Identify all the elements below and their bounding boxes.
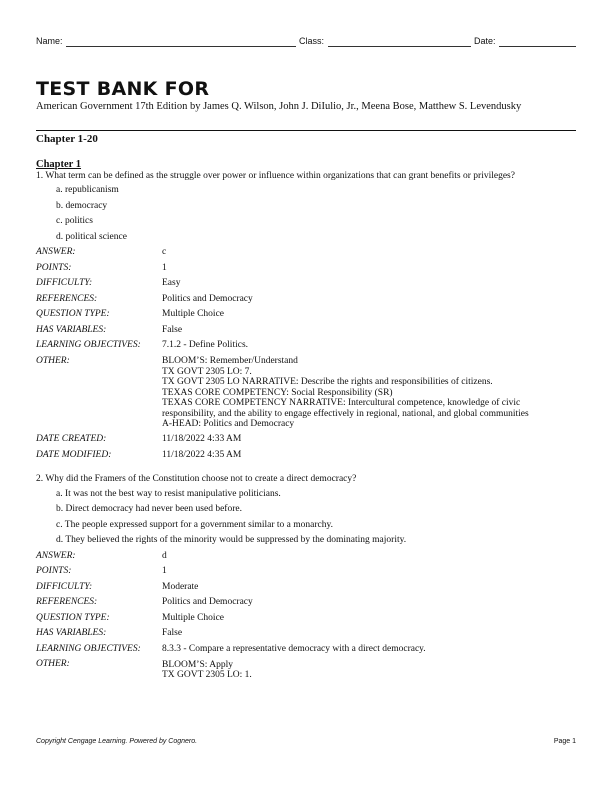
option-a: a. republicanism bbox=[56, 185, 119, 195]
footer-page-number: Page 1 bbox=[553, 738, 576, 745]
references-value: Politics and Democracy bbox=[162, 293, 253, 304]
has-variables-label: HAS VARIABLES: bbox=[36, 628, 107, 638]
title-divider bbox=[36, 130, 576, 131]
points-value: 1 bbox=[162, 566, 167, 576]
learning-objectives-value: 7.1.2 - Define Politics. bbox=[162, 340, 249, 350]
has-variables-label: HAS VARIABLES: bbox=[36, 324, 107, 335]
other-line: TX GOVT 2305 LO: 1. bbox=[162, 670, 252, 680]
chapter-range: Chapter 1-20 bbox=[36, 133, 98, 145]
question-metadata bbox=[36, 549, 576, 681]
references-label: REFERENCES: bbox=[36, 597, 98, 607]
question-type-value: Multiple Choice bbox=[162, 309, 225, 319]
has-variables-value: False bbox=[162, 628, 183, 638]
question-text: 1. What term can be defined as the struggle over power or influence within organizations that can grant benefits or privileges? bbox=[36, 170, 515, 181]
points-label: POINTS: bbox=[36, 566, 72, 576]
other-line: TEXAS CORE COMPETENCY NARRATIVE: Intercultural competence, knowledge of civic responsibility, and the ability to engage effectively in regional, national, and global communities bbox=[162, 398, 529, 419]
class-blank-line bbox=[328, 46, 471, 47]
date-modified-value: 11/18/2022 4:35 AM bbox=[162, 449, 242, 460]
date-created-value: 11/18/2022 4:33 AM bbox=[162, 434, 242, 444]
other-line: TX GOVT 2305 LO: 7. bbox=[162, 366, 252, 377]
has-variables-value: False bbox=[162, 324, 183, 335]
student-info-header bbox=[36, 34, 576, 50]
difficulty-value: Moderate bbox=[162, 581, 199, 592]
question-type-label: QUESTION TYPE: bbox=[36, 612, 110, 623]
question-type-value: Multiple Choice bbox=[162, 612, 225, 623]
points-label: POINTS: bbox=[36, 262, 72, 273]
learning-objectives-label: LEARNING OBJECTIVES: bbox=[36, 643, 141, 654]
other-line: BLOOM’S: Apply bbox=[162, 659, 233, 670]
footer-copyright: Copyright Cengage Learning. Powered by Cognero. bbox=[36, 738, 198, 745]
option-c: c. The people expressed support for a government similar to a monarchy. bbox=[56, 519, 333, 530]
answer-options bbox=[36, 183, 576, 245]
other-line: TX GOVT 2305 LO NARRATIVE: Describe the rights and responsibilities of citizens. bbox=[162, 377, 493, 387]
other-line: A-HEAD: Politics and Democracy bbox=[162, 419, 295, 429]
answer-label: ANSWER: bbox=[36, 247, 76, 257]
difficulty-label: DIFFICULTY: bbox=[36, 278, 93, 288]
question-content bbox=[36, 159, 576, 681]
difficulty-label: DIFFICULTY: bbox=[36, 581, 93, 592]
class-label: Class: bbox=[299, 36, 325, 46]
date-label: Date: bbox=[474, 36, 496, 46]
document-title: TEST BANK FOR bbox=[36, 78, 210, 100]
answer-value: d bbox=[162, 550, 167, 561]
book-subtitle: American Government 17th Edition by James Q. Wilson, John J. DiIulio, Jr., Meena Bose, Matthew S. Levendusky bbox=[36, 101, 522, 112]
option-b: b. Direct democracy had never been used before. bbox=[56, 504, 242, 514]
other-value bbox=[162, 657, 576, 681]
answer-label: ANSWER: bbox=[36, 550, 76, 561]
other-label: OTHER: bbox=[36, 355, 70, 366]
other-line: BLOOM’S: Remember/Understand bbox=[162, 356, 298, 366]
references-label: REFERENCES: bbox=[36, 293, 98, 304]
date-blank-line bbox=[499, 46, 576, 47]
answer-value: c bbox=[162, 247, 167, 257]
date-created-label: DATE CREATED: bbox=[36, 434, 107, 444]
question-1 bbox=[36, 171, 576, 464]
date-modified-label: DATE MODIFIED: bbox=[36, 449, 112, 460]
other-line: TEXAS CORE COMPETENCY: Social Responsibility (SR) bbox=[162, 387, 393, 398]
question-metadata bbox=[36, 245, 576, 463]
references-value: Politics and Democracy bbox=[162, 597, 253, 607]
document-page bbox=[36, 0, 576, 792]
chapter-heading: Chapter 1 bbox=[36, 159, 82, 170]
difficulty-value: Easy bbox=[162, 278, 181, 288]
learning-objectives-label: LEARNING OBJECTIVES: bbox=[36, 340, 141, 350]
name-blank-line bbox=[66, 46, 296, 47]
option-c: c. politics bbox=[56, 216, 93, 226]
other-label: OTHER: bbox=[36, 659, 70, 669]
learning-objectives-value: 8.3.3 - Compare a representative democracy with a direct democracy. bbox=[162, 643, 426, 654]
question-text: 2. Why did the Framers of the Constitution choose not to create a direct democracy? bbox=[36, 474, 357, 484]
points-value: 1 bbox=[162, 262, 167, 273]
question-2 bbox=[36, 474, 576, 681]
option-b: b. democracy bbox=[56, 200, 108, 211]
name-label: Name: bbox=[36, 36, 63, 46]
question-type-label: QUESTION TYPE: bbox=[36, 309, 110, 319]
other-value bbox=[162, 354, 576, 433]
option-d: d. political science bbox=[56, 231, 127, 242]
option-a: a. It was not the best way to resist manipulative politicians. bbox=[56, 488, 281, 499]
option-d: d. They believed the rights of the minority would be suppressed by the dominating majority. bbox=[56, 535, 407, 545]
answer-options bbox=[36, 487, 576, 549]
